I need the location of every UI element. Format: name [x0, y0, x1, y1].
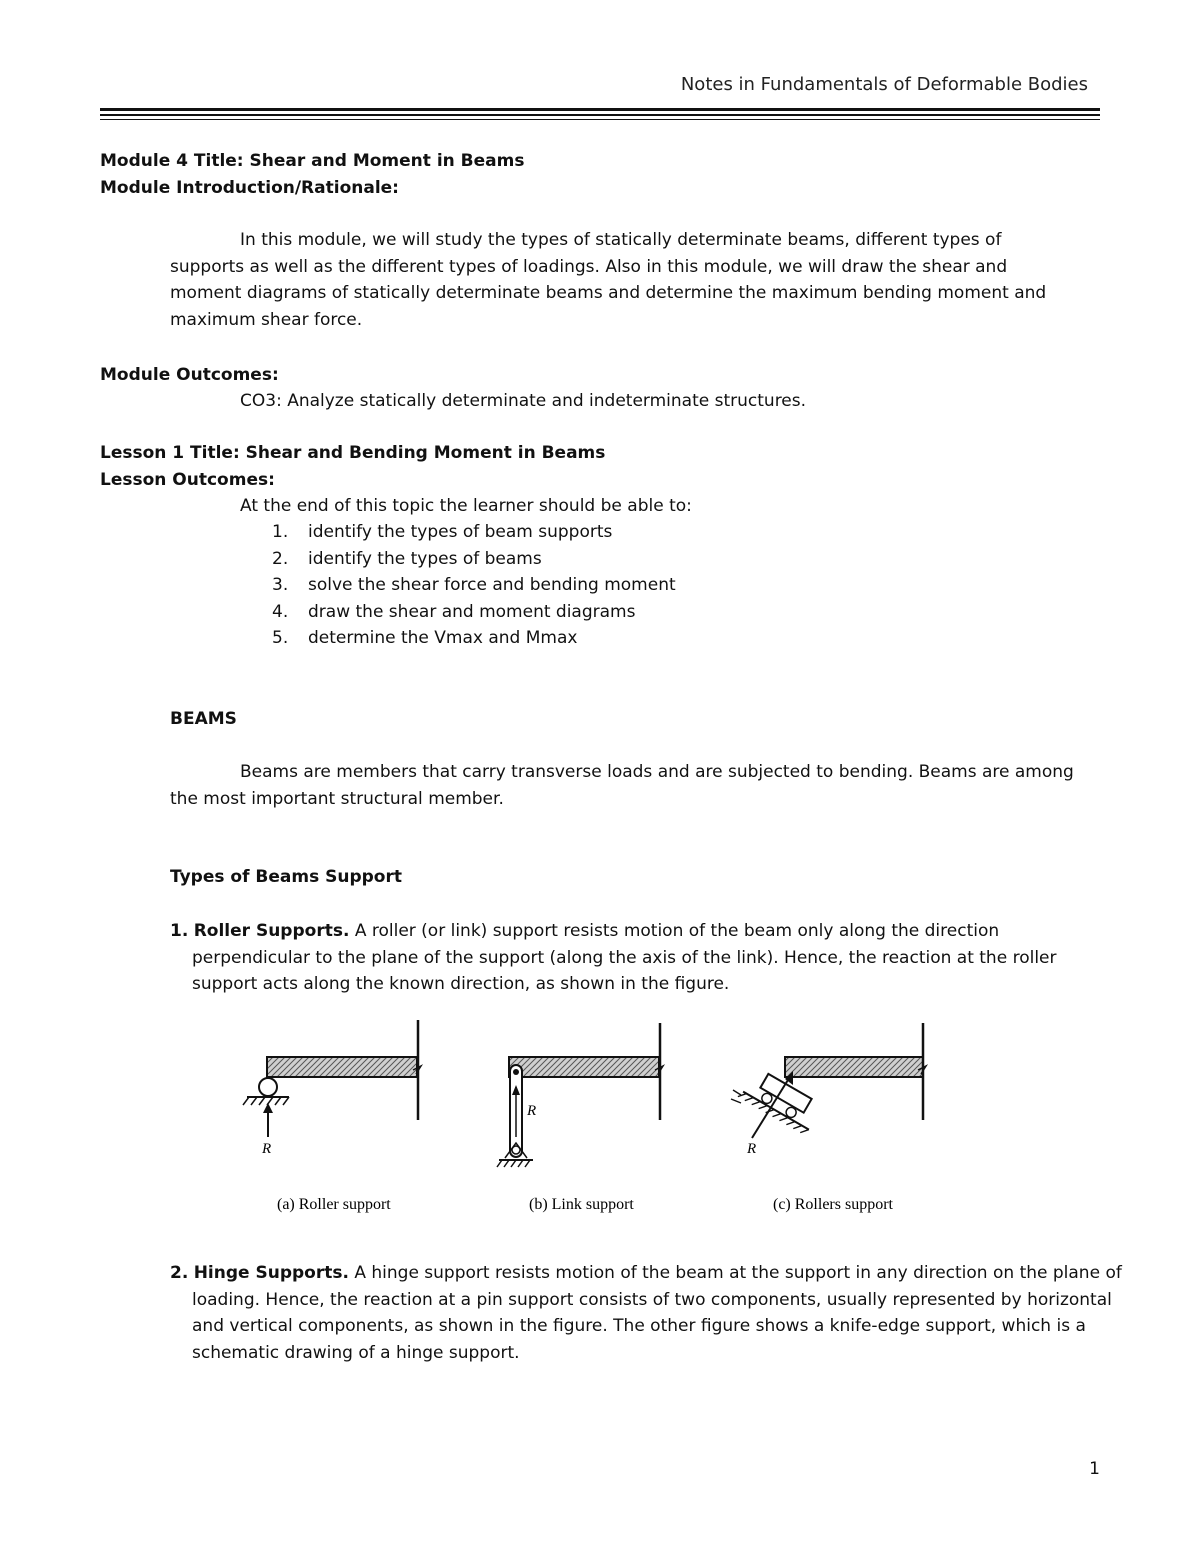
- lesson-title: Lesson 1 Title: Shear and Bending Moment in Beams: [100, 443, 606, 463]
- module-outcomes-heading: Module Outcomes:: [100, 365, 279, 385]
- outcome-text: Analyze statically determinate and indeterminate structures.: [281, 391, 807, 411]
- header-rule-mid: [100, 114, 1100, 116]
- list-item: 5. determine the Vmax and Mmax: [272, 628, 578, 648]
- list-item: 3. solve the shear force and bending moment: [272, 575, 676, 595]
- lesson-outcomes-intro: At the end of this topic the learner should be able to:: [240, 496, 692, 516]
- header-rule-thin: [100, 119, 1100, 120]
- outcome-code: CO3:: [240, 391, 282, 411]
- page-number: 1: [1089, 1459, 1100, 1479]
- rollers-support-diagram: [731, 1023, 926, 1213]
- lesson-outcomes-heading: Lesson Outcomes:: [100, 470, 275, 490]
- module-intro-heading: Module Introduction/Rationale:: [100, 178, 399, 198]
- figure-caption-a: (a) Roller support: [277, 1196, 391, 1213]
- module-intro-text: In this module, we will study the types of statically determinate beams, different types of supports as well as the different types of loadings. Also in this module, we will draw the shear and moment diagrams of statically determinate beams and determine the maximum bending moment and maximum shear force.: [170, 230, 1047, 330]
- roller-support-text: A roller (or link) support resists motion of the beam only along the direction perpendicular to the plane of the support (along the axis of the link). Hence, the reaction at the roller support acts along the known direction, as shown in the figure.: [192, 921, 1057, 994]
- hinge-support-paragraph: 2. Hinge Supports. A hinge support resists motion of the beam at the support in any direction on the plane of loading. Hence, the reaction at a pin support consists of two components, usually represented by horizontal and vertical components, as shown in the figure. The other figure shows a knife-edge support, which is a schematic drawing of a hinge support.: [170, 1263, 1122, 1363]
- running-header: Notes in Fundamentals of Deformable Bodies: [680, 74, 1088, 95]
- header-rule-thick: [100, 108, 1100, 111]
- roller-support-title: Roller Supports.: [193, 921, 350, 941]
- module-outcome: [240, 388, 806, 415]
- list-item: 4. draw the shear and moment diagrams: [272, 601, 636, 622]
- figure-caption-c: (c) Rollers support: [773, 1196, 893, 1213]
- lesson-outcomes-list: [272, 519, 676, 652]
- beams-heading: BEAMS: [170, 709, 237, 729]
- module-title: Module 4 Title: Shear and Moment in Beams: [100, 151, 525, 171]
- figure-caption-b: (b) Link support: [529, 1196, 634, 1213]
- roller-support-paragraph: 1. Roller Supports. A roller (or link) support resists motion of the beam only along the direction perpendicular to the plane of the support (along the axis of the link). Hence, the reaction at the roller support acts along the known direction, as shown in the figure.: [170, 921, 1057, 994]
- hinge-support-title: Hinge Supports.: [193, 1263, 349, 1283]
- supports-heading: Types of Beams Support: [170, 867, 402, 887]
- reaction-label: R: [527, 1103, 537, 1119]
- roller-support-diagram: [243, 1020, 421, 1213]
- list-item: 1. identify the types of beam supports: [272, 522, 613, 542]
- beams-text: Beams are members that carry transverse loads and are subjected to bending. Beams are among the most important structural member.: [170, 762, 1074, 809]
- hinge-support-text: A hinge support resists motion of the beam at the support in any direction on the plane of loading. Hence, the reaction at a pin support consists of two components, usually represented by horizontal and vertical components, as shown in the figure. The other figure shows a knife-edge support, which is a schematic drawing of a hinge support.: [192, 1263, 1122, 1363]
- link-support-diagram: [497, 1023, 663, 1213]
- reaction-label: R: [747, 1141, 757, 1157]
- reaction-label: R: [262, 1141, 272, 1157]
- support-types-figure: [225, 1015, 985, 1225]
- list-item: 2. identify the types of beams: [272, 548, 542, 569]
